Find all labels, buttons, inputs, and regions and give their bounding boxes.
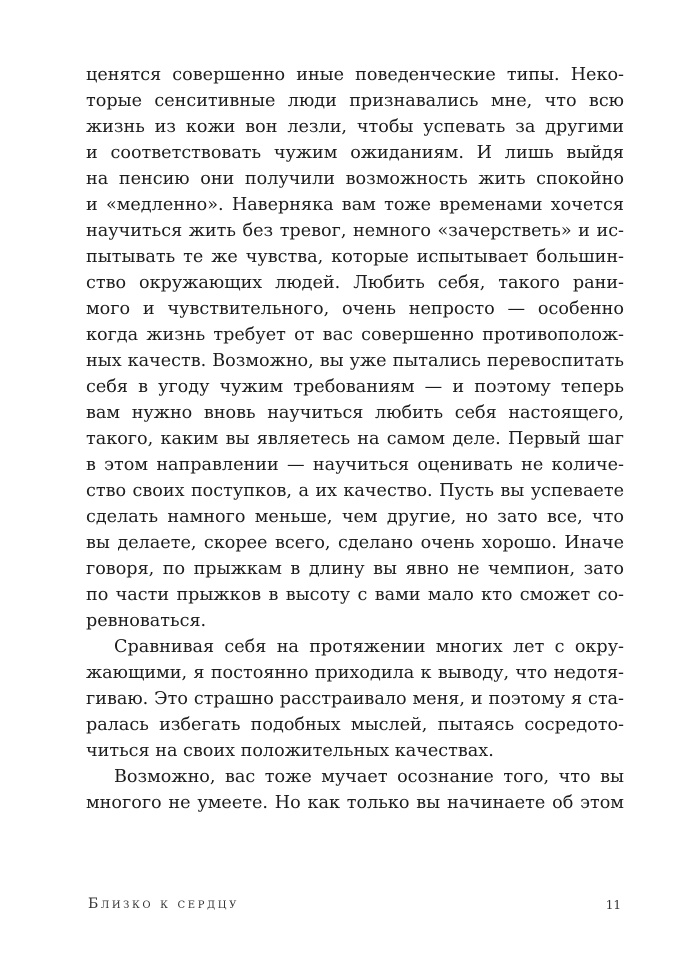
text-line: такого, каким вы являетесь на самом деле. Первый шаг xyxy=(86,429,624,449)
text-line: и «медленно». Наверняка вам тоже временами хочется xyxy=(86,195,624,215)
paragraph-first-line: Возможно, вас тоже мучает осознание того, что вы xyxy=(114,767,624,787)
text-line: в этом направлении — научиться оценивать не количе- xyxy=(86,455,624,475)
text-line: ство своих поступков, а их качество. Пусть вы успеваете xyxy=(86,481,624,501)
paragraph-first-line: Сравнивая себя на протяжении многих лет с окру- xyxy=(114,637,624,657)
text-line: жизнь из кожи вон лезли, чтобы успевать за другими xyxy=(86,117,624,137)
text-line: торые сенситивные люди признавались мне, что всю xyxy=(86,91,624,111)
text-line: вам нужно вновь научиться любить себя настоящего, xyxy=(86,403,624,423)
text-line: жающими, я постоянно приходила к выводу, что недотя- xyxy=(86,663,624,683)
text-line: ных качеств. Возможно, вы уже пытались перевоспитать xyxy=(86,351,624,371)
running-footer-title: Близко к сердцу xyxy=(88,896,239,912)
text-line: по части прыжков в высоту с вами мало кто сможет со- xyxy=(86,585,624,605)
text-line: вы делаете, скорее всего, сделано очень хорошо. Иначе xyxy=(86,533,624,553)
text-line: пытывать те же чувства, которые испытывает большин- xyxy=(86,247,624,267)
page-number: 11 xyxy=(605,898,621,912)
text-line: ценятся совершенно иные поведенческие типы. Неко- xyxy=(86,65,624,85)
paragraph-end-line: ревноваться. xyxy=(86,611,207,631)
text-line: ралась избегать подобных мыслей, пытаясь сосредото- xyxy=(86,715,624,735)
text-line: гиваю. Это страшно расстраивало меня, и поэтому я ста- xyxy=(86,689,624,709)
body-text xyxy=(86,62,624,816)
text-line: и соответствовать чужим ожиданиям. И лишь выйдя xyxy=(86,143,624,163)
text-line: мого и чувствительного, очень непросто — особенно xyxy=(86,299,624,319)
text-line: когда жизнь требует от вас совершенно противополож- xyxy=(86,325,624,345)
text-line: сделать намного меньше, чем другие, но зато все, что xyxy=(86,507,624,527)
text-line: себя в угоду чужим требованиям — и поэтому теперь xyxy=(86,377,624,397)
text-line: говоря, по прыжкам в длину вы явно не чемпион, зато xyxy=(86,559,624,579)
paragraph-end-line: читься на своих положительных качествах. xyxy=(86,741,494,761)
text-line: ство окружающих людей. Любить себя, такого рани- xyxy=(86,273,624,293)
text-line: научиться жить без тревог, немного «зачерстветь» и ис- xyxy=(86,221,624,241)
text-line: многого не умеете. Но как только вы начинаете об этом xyxy=(86,793,624,813)
text-line: на пенсию они получили возможность жить спокойно xyxy=(86,169,624,189)
